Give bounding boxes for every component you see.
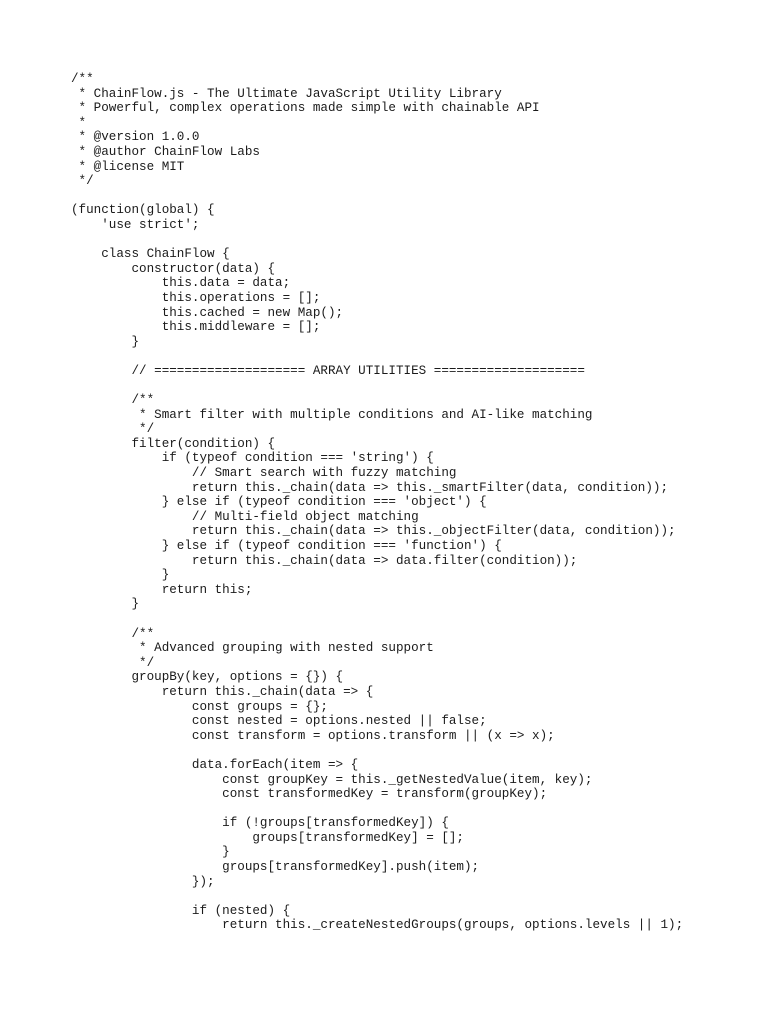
code-line: * @version 1.0.0 — [71, 130, 200, 145]
code-line — [71, 233, 683, 248]
code-line: groups[transformedKey] = []; — [71, 830, 464, 845]
code-line: return this._chain(data => this._objectFilter(data, condition)); — [71, 524, 676, 539]
code-line: 'use strict'; — [71, 217, 200, 232]
code-line — [71, 612, 683, 627]
code-line: class ChainFlow { — [71, 247, 230, 262]
code-line: * Advanced grouping with nested support — [71, 641, 434, 656]
code-line: */ — [71, 655, 155, 670]
code-line: return this._chain(data => data.filter(condition)); — [71, 553, 578, 568]
code-line: return this; — [71, 582, 253, 597]
code-line: this.cached = new Map(); — [71, 305, 344, 320]
code-line: return this._chain(data => this._smartFilter(data, condition)); — [71, 480, 669, 495]
code-line: } else if (typeof condition === 'object') { — [71, 495, 487, 510]
code-line — [71, 378, 683, 393]
code-line: // Multi-field object matching — [71, 509, 419, 524]
code-line: return this._createNestedGroups(groups, options.levels || 1); — [71, 918, 684, 933]
code-line: return this._chain(data => { — [71, 684, 374, 699]
code-line: if (typeof condition === 'string') { — [71, 451, 434, 466]
code-line: const groups = {}; — [71, 699, 328, 714]
code-line: } — [71, 845, 230, 860]
code-line: * Powerful, complex operations made simple with chainable API — [71, 101, 540, 116]
code-line: }); — [71, 874, 215, 889]
code-line: /** — [71, 626, 155, 641]
code-line: */ — [71, 422, 155, 437]
code-line: } else if (typeof condition === 'function') { — [71, 539, 502, 553]
code-line: * @author ChainFlow Labs — [71, 144, 260, 159]
code-line: this.data = data; — [71, 276, 291, 291]
code-line — [71, 189, 683, 204]
code-line: const groupKey = this._getNestedValue(item, key); — [71, 772, 593, 787]
code-line: filter(condition) { — [71, 436, 276, 451]
code-line: groupBy(key, options = {}) { — [71, 670, 344, 685]
code-line: constructor(data) { — [71, 261, 276, 276]
code-line: // Smart search with fuzzy matching — [71, 466, 457, 481]
code-line: const nested = options.nested || false; — [71, 714, 487, 729]
code-line: groups[transformedKey].push(item); — [71, 860, 480, 875]
code-line — [71, 743, 683, 758]
code-line: * Smart filter with multiple conditions and AI-like matching — [71, 407, 593, 422]
code-line: (function(global) { — [71, 203, 215, 218]
code-line: * ChainFlow.js - The Ultimate JavaScript Utility Library — [71, 86, 502, 101]
code-line: data.forEach(item => { — [71, 757, 359, 772]
code-line: // ==================== ARRAY UTILITIES ==================== — [71, 363, 585, 378]
code-line: /** — [71, 72, 94, 86]
code-line — [71, 349, 683, 364]
code-line: */ — [71, 174, 94, 189]
code-line: this.operations = []; — [71, 290, 321, 305]
code-line — [71, 889, 683, 904]
code-line: if (!groups[transformedKey]) { — [71, 816, 449, 831]
code-line: this.middleware = []; — [71, 320, 321, 335]
code-line: } — [71, 568, 170, 583]
code-line: const transformedKey = transform(groupKey); — [71, 787, 548, 802]
code-line: if (nested) { — [71, 903, 291, 918]
code-line: * — [71, 115, 87, 130]
code-line: const transform = options.transform || (x => x); — [71, 728, 555, 743]
code-listing — [71, 72, 683, 933]
code-line: /** — [71, 393, 155, 408]
code-line: } — [71, 597, 140, 612]
code-line: * @license MIT — [71, 159, 185, 174]
code-line — [71, 802, 683, 817]
code-line: } — [71, 334, 140, 349]
